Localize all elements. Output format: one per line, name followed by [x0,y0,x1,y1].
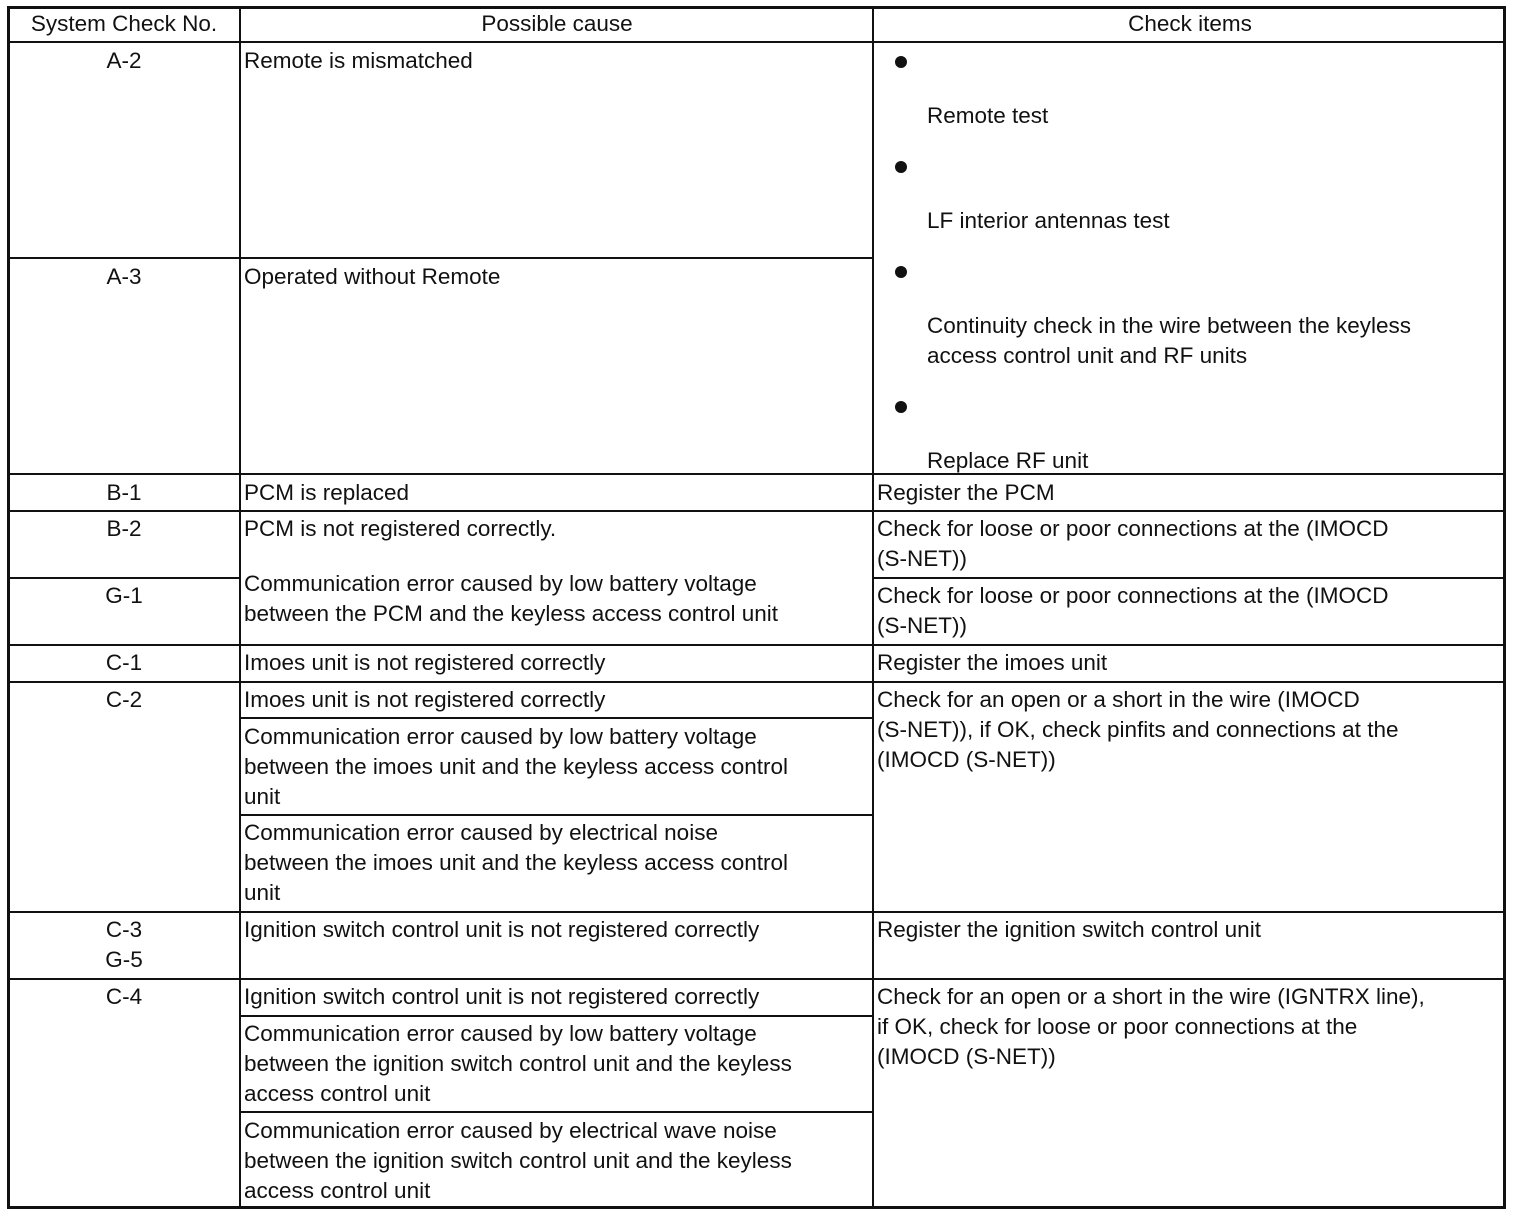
check-c4-line3: (IMOCD (S-NET)) [877,1044,1056,1069]
check-no-c1: C-1 [105,650,143,675]
row-rule [7,978,1506,980]
row-rule [7,510,1506,512]
cause-g1-line1: Communication error caused by low battery voltage [244,571,757,596]
row-rule [7,681,1506,683]
cause-c2-c-line3: unit [244,880,281,905]
row-rule [240,717,873,719]
row-rule [7,577,240,579]
cause-c2-c-line2: between the imoes unit and the keyless access control [244,850,789,875]
check-g1-line1: Check for loose or poor connections at the (IMOCD [877,583,1389,608]
check-no-a3: A-3 [106,264,142,289]
cause-c4-b-line2: between the ignition switch control unit and the keyless [244,1051,792,1076]
row-rule [240,257,873,259]
cause-c4-c-line2: between the ignition switch control unit and the keyless [244,1148,792,1173]
check-c2-line1: Check for an open or a short in the wire (IMOCD [877,687,1360,712]
header-rule [7,41,1506,43]
check-no-g1: G-1 [105,583,143,608]
check-item-continuity-line1: Continuity check in the wire between the keyless [927,313,1412,338]
cause-c2-b-line2: between the imoes unit and the keyless access control [244,754,789,779]
cause-c2-c-line1: Communication error caused by electrical noise [244,820,718,845]
check-no-b2: B-2 [106,516,142,541]
cause-c2-b-line1: Communication error caused by low battery voltage [244,724,757,749]
header-system-check-no: System Check No. [30,11,218,36]
check-c2-line3: (IMOCD (S-NET)) [877,747,1056,772]
column-rule [872,6,874,1209]
check-item-lf-antennas: LF interior antennas test [927,208,1170,233]
row-rule [7,473,1506,475]
cause-c2-a: Imoes unit is not registered correctly [244,687,606,712]
cause-c3: Ignition switch control unit is not registered correctly [244,917,760,942]
check-g1-line2: (S-NET)) [877,613,967,638]
cause-b2: PCM is not registered correctly. [244,516,557,541]
bullet-icon [895,161,907,173]
row-rule [873,577,1506,579]
cause-c4-c-line3: access control unit [244,1178,431,1203]
check-item-replace-rf: Replace RF unit [927,448,1089,473]
row-rule [240,814,873,816]
row-rule [240,1015,873,1017]
check-c4-line2: if OK, check for loose or poor connections at the [877,1014,1358,1039]
check-no-c2: C-2 [105,687,143,712]
bullet-icon [895,56,907,68]
check-no-b1: B-1 [106,480,142,505]
check-item-remote-test: Remote test [927,103,1049,128]
cause-b1: PCM is replaced [244,480,410,505]
header-check-items: Check items [1128,11,1252,36]
cause-c4-b-line1: Communication error caused by low battery voltage [244,1021,757,1046]
row-rule [7,644,1506,646]
check-no-c3: C-3 [105,917,143,942]
header-possible-cause: Possible cause [481,11,633,36]
cause-c1: Imoes unit is not registered correctly [244,650,606,675]
column-rule [239,6,241,1209]
row-rule [7,257,240,259]
check-c3: Register the ignition switch control unit [877,917,1261,942]
check-c2-line2: (S-NET)), if OK, check pinfits and connections at the [877,717,1399,742]
check-b1: Register the PCM [877,480,1055,505]
cause-c2-b-line3: unit [244,784,281,809]
cause-g1-line2: between the PCM and the keyless access control unit [244,601,779,626]
check-no-c4: C-4 [105,984,143,1009]
check-item-continuity-line2: access control unit and RF units [927,343,1248,368]
check-no-a2: A-2 [106,48,142,73]
bullet-icon [895,266,907,278]
cause-a3: Operated without Remote [244,264,501,289]
row-rule [240,1111,873,1113]
check-b2-line2: (S-NET)) [877,546,967,571]
check-c1: Register the imoes unit [877,650,1108,675]
cause-c4-a: Ignition switch control unit is not registered correctly [244,984,760,1009]
row-rule [7,911,1506,913]
cause-c4-c-line1: Communication error caused by electrical wave noise [244,1118,777,1143]
check-c4-line1: Check for an open or a short in the wire (IGNTRX line), [877,984,1425,1009]
check-no-g5: G-5 [105,947,143,972]
cause-a2: Remote is mismatched [244,48,473,73]
cause-c4-b-line3: access control unit [244,1081,431,1106]
bullet-icon [895,401,907,413]
check-b2-line1: Check for loose or poor connections at the (IMOCD [877,516,1389,541]
